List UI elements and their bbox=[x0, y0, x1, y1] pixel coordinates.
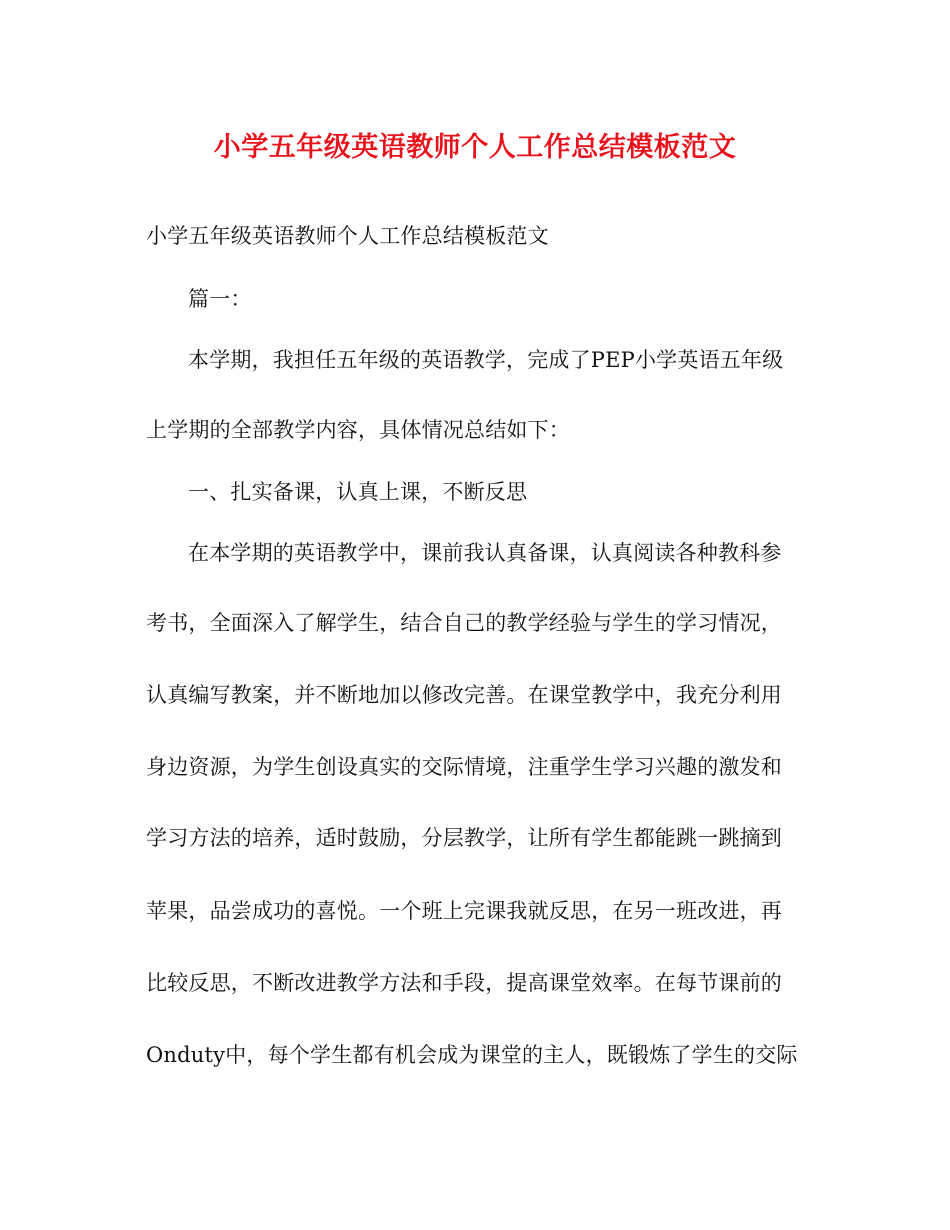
paragraph-line: 比较反思，不断改进教学方法和手段，提高课堂效率。在每节课前的 bbox=[146, 971, 782, 995]
paragraph-line: 考书，全面深入了解学生，结合自己的教学经验与学生的学习情况， bbox=[146, 611, 782, 635]
paragraph-line: 学习方法的培养，适时鼓励，分层教学，让所有学生都能跳一跳摘到 bbox=[146, 826, 782, 850]
paragraph-line: 上学期的全部教学内容，具体情况总结如下： bbox=[146, 418, 570, 442]
section-label: 篇一： bbox=[188, 287, 252, 311]
paragraph-line: 在本学期的英语教学中，课前我认真备课，认真阅读各种教科参 bbox=[188, 541, 782, 565]
paragraph-line: 身边资源，为学生创设真实的交际情境，注重学生学习兴趣的激发和 bbox=[146, 755, 782, 779]
heading-line: 一、扎实备课，认真上课，不断反思 bbox=[188, 480, 528, 504]
document-title: 小学五年级英语教师个人工作总结模板范文 bbox=[213, 132, 737, 163]
paragraph-line: 苹果，品尝成功的喜悦。一个班上完课我就反思，在另一班改进，再 bbox=[146, 899, 782, 923]
paragraph-line: Onduty中，每个学生都有机会成为课堂的主人，既锻炼了学生的交际 bbox=[146, 1043, 798, 1067]
paragraph-line: 认真编写教案，并不断地加以修改完善。在课堂教学中，我充分利用 bbox=[146, 683, 782, 707]
subtitle-line: 小学五年级英语教师个人工作总结模板范文 bbox=[146, 224, 549, 248]
paragraph-line: 本学期，我担任五年级的英语教学，完成了PEP小学英语五年级 bbox=[188, 348, 784, 372]
